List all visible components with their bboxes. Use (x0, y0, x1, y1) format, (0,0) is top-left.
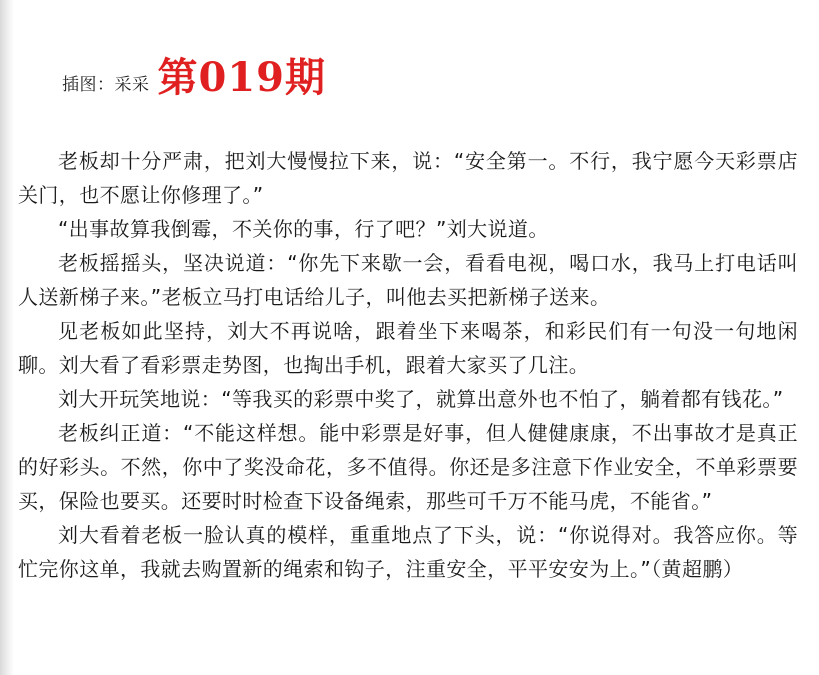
paragraph: 老板纠正道：“不能这样想。能中彩票是好事，但人健健康康，不出事故才是真正的好彩头。不然，你中了奖没命花，多不值得。你还是多注意下作业安全，不单彩票要买，保险也要买。还要时时检查下设备绳索，那些可千万不能马虎，不能省。” (18, 421, 798, 513)
paragraph: 老板却十分严肃，把刘大慢慢拉下来，说：“安全第一。不行，我宁愿今天彩票店关门，也不愿让你修理了。” (18, 149, 798, 207)
issue-number: 第019期 (157, 53, 326, 101)
paragraph: 见老板如此坚持，刘大不再说啥，跟着坐下来喝茶，和彩民们有一句没一句地闲聊。刘大看了看彩票走势图，也掏出手机，跟着大家买了几注。 (18, 319, 798, 377)
paragraph: 刘大看着老板一脸认真的模样，重重地点了下头，说：“你说得对。我答应你。等忙完你这单，我就去购置新的绳索和钩子，注重安全，平平安安为上。”（黄超鹏） (18, 523, 798, 581)
illustration-credit: 插图：采采 (62, 74, 150, 95)
page-edge-shadow (0, 0, 14, 675)
paragraph: “出事故算我倒霉，不关你的事，行了吧？”刘大说道。 (58, 217, 549, 241)
page-header (62, 44, 326, 104)
paragraph: 老板摇摇头，坚决说道：“你先下来歇一会，看看电视，喝口水，我马上打电话叫人送新梯子来。”老板立马打电话给儿子，叫他去买把新梯子送来。 (18, 251, 798, 309)
paragraph: 刘大开玩笑地说：“等我买的彩票中奖了，就算出意外也不怕了，躺着都有钱花。” (58, 387, 784, 411)
article-body (18, 144, 798, 586)
